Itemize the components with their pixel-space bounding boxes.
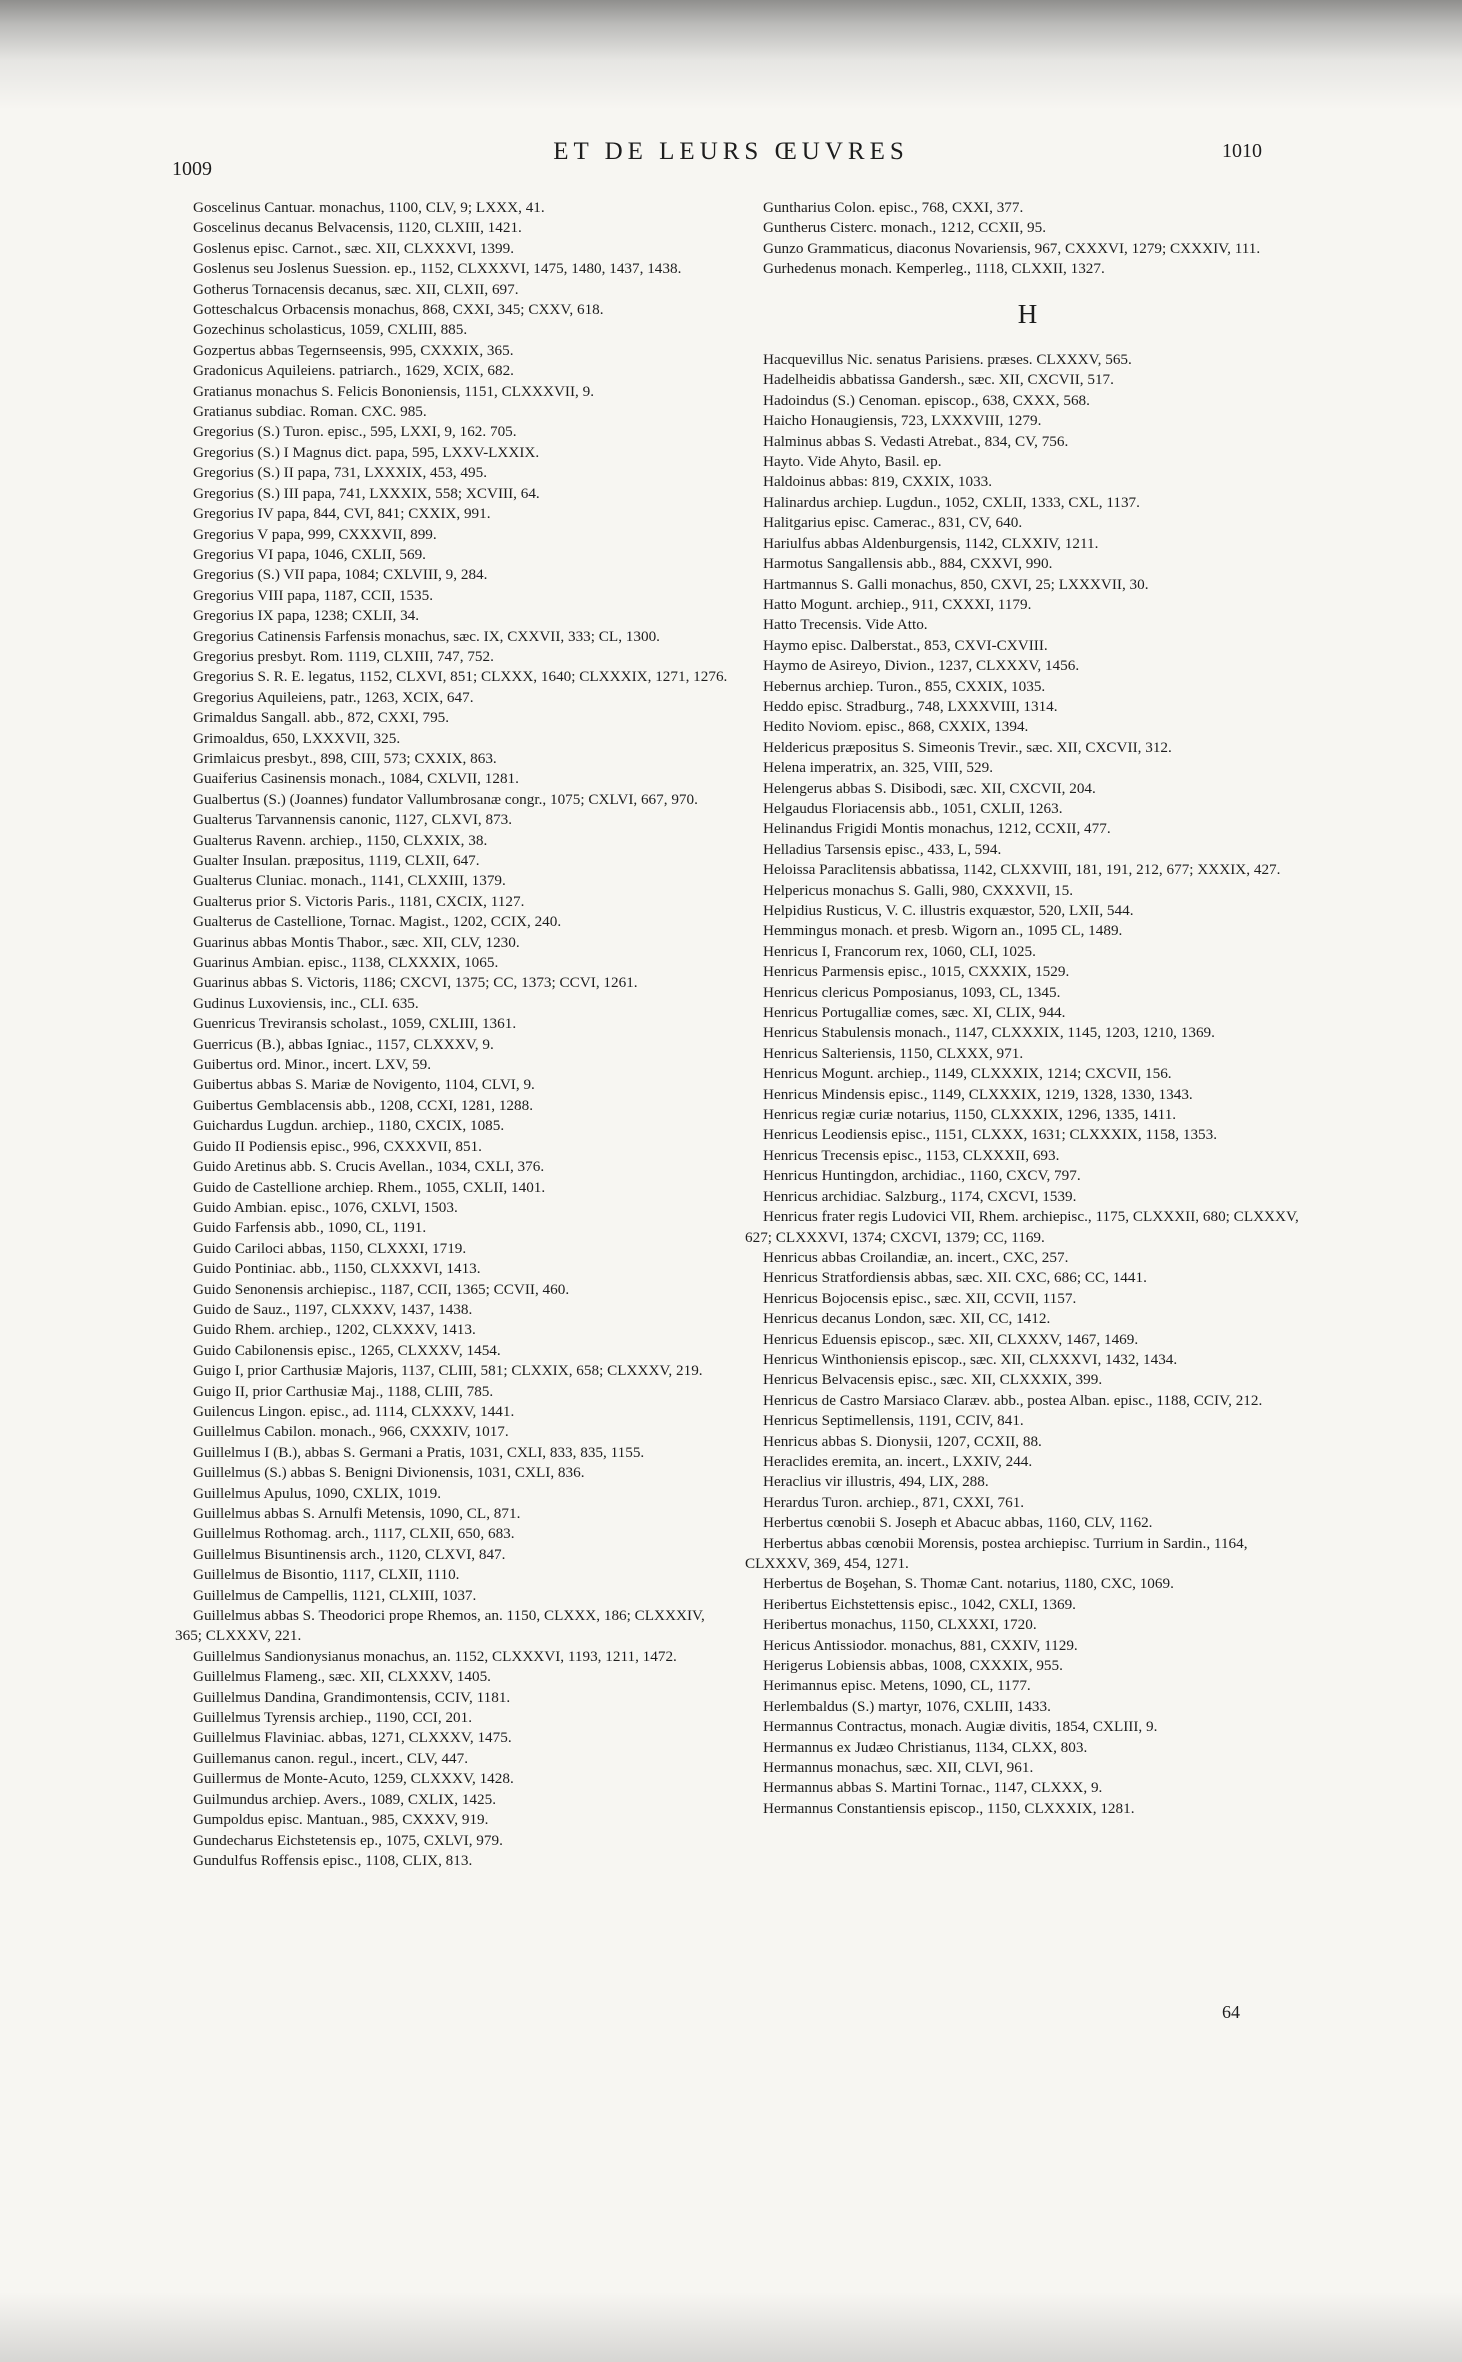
index-entry: Guigo II, prior Carthusiæ Maj., 1188, CLIII, 785. (193, 1382, 494, 1400)
index-entry: Guigo I, prior Carthusiæ Majoris, 1137, CLIII, 581; CLXXIX, 658; CLXXXV, 219. (193, 1362, 703, 1380)
index-entry: Gregorius (S.) III papa, 741, LXXXIX, 558; XCVIII, 64. (193, 484, 540, 502)
index-entry: Hermannus Contractus, monach. Augiæ divitis, 1854, CXLIII, 9. (763, 1718, 1158, 1736)
index-entry: Henricus Salteriensis, 1150, CLXXX, 971. (763, 1044, 1024, 1062)
index-entry: Gundecharus Eichstetensis ep., 1075, CXLVI, 979. (193, 1831, 503, 1849)
section-letter: H (1017, 298, 1038, 329)
index-entry: Gualbertus (S.) (Joannes) fundator Vallumbrosanæ congr., 1075; CXLVI, 667, 970. (193, 790, 698, 808)
index-entry: Haymo episc. Dalberstat., 853, CXVI-CXVIII. (763, 636, 1048, 654)
index-entry: Hatto Mogunt. archiep., 911, CXXXI, 1179. (763, 595, 1032, 613)
index-entry: Gundulfus Roffensis episc., 1108, CLIX, 813. (193, 1851, 473, 1869)
index-entry: Guillelmus I (B.), abbas S. Germani a Pratis, 1031, CXLI, 833, 835, 1155. (193, 1443, 645, 1461)
index-entry: Guido Cabilonensis episc., 1265, CLXXXV, 1454. (193, 1341, 501, 1359)
index-entry: Hebernus archiep. Turon., 855, CXXIX, 1035. (763, 677, 1046, 695)
index-entry: Henricus de Castro Marsiaco Claræv. abb., postea Alban. episc., 1188, CCIV, 212. (763, 1391, 1263, 1409)
index-entry: Guillelmus Flaviniac. abbas, 1271, CLXXXV, 1475. (193, 1729, 512, 1747)
index-entry: Gozechinus scholasticus, 1059, CXLIII, 885. (193, 321, 468, 339)
index-entry: Henricus Eduensis episcop., sæc. XII, CLXXXV, 1467, 1469. (763, 1330, 1139, 1348)
index-entry: Henricus clericus Pomposianus, 1093, CL, 1345. (763, 983, 1061, 1001)
index-entry: Herigerus Lobiensis abbas, 1008, CXXXIX, 955. (763, 1657, 1063, 1675)
page-number-left: 1009 (172, 158, 212, 180)
index-entry: Heddo episc. Stradburg., 748, LXXXVIII, 1314. (763, 697, 1058, 715)
index-entry: Henricus Winthoniensis episcop., sæc. XII, CLXXXVI, 1432, 1434. (763, 1350, 1178, 1368)
index-entry: Henricus abbas S. Dionysii, 1207, CCXII, 88. (763, 1432, 1042, 1450)
index-entry: Harmotus Sangallensis abb., 884, CXXVI, 990. (763, 555, 1053, 573)
index-entry: Gotteschalcus Orbacensis monachus, 868, CXXI, 345; CXXV, 618. (193, 301, 604, 319)
index-entry: Gualterus Tarvannensis canonic, 1127, CLXVI, 873. (193, 811, 513, 829)
scan-shadow-bottom (0, 2292, 1462, 2362)
index-entry: Hermannus ex Judæo Christianus, 1134, CLXX, 803. (763, 1738, 1088, 1756)
index-entry: Gualterus prior S. Victoris Paris., 1181, CXCIX, 1127. (193, 892, 525, 910)
index-entry: Guillelmus Dandina, Grandimontensis, CCIV, 1181. (193, 1688, 511, 1706)
index-entry: Goslenus episc. Carnot., sæc. XII, CLXXXVI, 1399. (193, 239, 515, 257)
index-entry: Gozpertus abbas Tegernseensis, 995, CXXXIX, 365. (193, 341, 514, 359)
index-entry: Herbertus cœnobii S. Joseph et Abacuc abbas, 1160, CLV, 1162. (763, 1514, 1153, 1532)
index-entry: Henricus Belvacensis episc., sæc. XII, CLXXXIX, 399. (763, 1371, 1103, 1389)
index-entry: Gregorius VIII papa, 1187, CCII, 1535. (193, 586, 434, 604)
index-entry: Helgaudus Floriacensis abb., 1051, CXLII, 1263. (763, 799, 1063, 817)
index-entry: Herlembaldus (S.) martyr, 1076, CXLIII, 1433. (763, 1697, 1051, 1715)
index-entry: Guido II Podiensis episc., 996, CXXXVII, 851. (193, 1137, 482, 1155)
index-entry: Guillelmus de Bisontio, 1117, CLXII, 1110. (193, 1566, 460, 1584)
index-entry: Guillermus de Monte-Acuto, 1259, CLXXXV, 1428. (193, 1770, 514, 1788)
index-entry: Heraclides eremita, an. incert., LXXIV, 244. (763, 1452, 1033, 1470)
index-entry: Hedito Noviom. episc., 868, CXXIX, 1394. (763, 718, 1029, 736)
index-entry: Guillelmus abbas S. Arnulfi Metensis, 1090, CL, 871. (193, 1505, 521, 1522)
index-entry: Helinandus Frigidi Montis monachus, 1212, CCXII, 477. (763, 820, 1111, 838)
index-entry: Gregorius presbyt. Rom. 1119, CLXIII, 747, 752. (193, 647, 494, 665)
index-entry: Henricus Trecensis episc., 1153, CLXXXII, 693. (763, 1146, 1060, 1164)
index-entry: Gregorius IX papa, 1238; CXLII, 34. (193, 607, 420, 625)
index-entry: Guerricus (B.), abbas Igniac., 1157, CLXXXV, 9. (193, 1035, 494, 1053)
index-entry: Hatto Trecensis. Vide Atto. (763, 616, 928, 634)
index-entry: Hemmingus monach. et presb. Wigorn an., 1095 CL, 1489. (763, 922, 1123, 940)
index-entry: Gregorius (S.) VII papa, 1084; CXLVIII, 9, 284. (193, 566, 488, 584)
index-entry: Guido Ambian. episc., 1076, CXLVI, 1503. (193, 1198, 458, 1216)
index-entry: Herardus Turon. archiep., 871, CXXI, 761. (763, 1493, 1025, 1511)
index-entry: Henricus frater regis Ludovici VII, Rhem. archiepisc., 1175, CLXXXII, 680; CLXXXV, 627; CLXXXVI, 1374; CXCVI, 1379; CC, 1169. (745, 1208, 1299, 1246)
index-entry: Heraclius vir illustris, 494, LIX, 288. (763, 1473, 989, 1491)
index-entry: Guillelmus Sandionysianus monachus, an. 1152, CLXXXVI, 1193, 1211, 1472. (193, 1647, 677, 1665)
index-entry: Hartmannus S. Galli monachus, 850, CXVI, 25; LXXXVII, 30. (763, 575, 1149, 593)
index-entry: Guido de Sauz., 1197, CLXXXV, 1437, 1438. (193, 1300, 473, 1318)
index-entry: Guillelmus abbas S. Theodorici prope Rhemos, an. 1150, CLXXX, 186; CLXXXIV, 365; CLXXXV, 221. (175, 1607, 705, 1645)
index-entry: Goscelinus Cantuar. monachus, 1100, CLV, 9; LXXX, 41. (193, 199, 545, 216)
index-entry: Gualterus de Castellione, Tornac. Magist., 1202, CCIX, 240. (193, 913, 562, 931)
index-entry: Gregorius Aquileiens, patr., 1263, XCIX, 647. (193, 688, 474, 706)
index-entry: Hadelheidis abbatissa Gandersh., sæc. XII, CXCVII, 517. (763, 371, 1114, 389)
index-entry: Hariulfus abbas Aldenburgensis, 1142, CLXXIV, 1211. (763, 534, 1099, 552)
index-entry: Guido Cariloci abbas, 1150, CLXXXI, 1719. (193, 1239, 467, 1257)
index-entry: Guido Rhem. archiep., 1202, CLXXXV, 1413. (193, 1321, 476, 1339)
index-entry: Guido de Castellione archiep. Rhem., 1055, CXLII, 1401. (193, 1178, 546, 1196)
index-entry: Guilmundus archiep. Avers., 1089, CXLIX, 1425. (193, 1790, 497, 1808)
index-entry: Helpidius Rusticus, V. C. illustris exquæstor, 520, LXII, 544. (763, 902, 1134, 919)
index-entry: Guillelmus Rothomag. arch., 1117, CLXII, 650, 683. (193, 1525, 515, 1543)
scan-shadow-top (0, 0, 1462, 110)
index-entry: Gurhedenus monach. Kemperleg., 1118, CLXXII, 1327. (763, 260, 1105, 278)
index-entry: Gregorius IV papa, 844, CVI, 841; CXXIX, 991. (193, 505, 491, 523)
index-entry: Gratianus subdiac. Roman. CXC. 985. (193, 403, 427, 421)
index-entry: Helladius Tarsensis episc., 433, L, 594. (763, 840, 1002, 858)
index-entry: Grimaldus Sangall. abb., 872, CXXI, 795. (193, 709, 450, 727)
index-entry: Henricus Huntingdon, archidiac., 1160, CXCV, 797. (763, 1167, 1081, 1185)
index-entry: Goslenus seu Joslenus Suession. ep., 1152, CLXXXVI, 1475, 1480, 1437, 1438. (193, 260, 682, 278)
index-entry: Guarinus Ambian. episc., 1138, CLXXXIX, 1065. (193, 954, 499, 972)
index-entry: Guillelmus (S.) abbas S. Benigni Divionensis, 1031, CXLI, 836. (193, 1464, 585, 1482)
index-entry: Halminus abbas S. Vedasti Atrebat., 834, CV, 756. (763, 432, 1069, 450)
index-entry: Henricus Portugalliæ comes, sæc. XI, CLIX, 944. (763, 1004, 1066, 1022)
index-entry: Gotherus Tornacensis decanus, sæc. XII, CLXII, 697. (193, 280, 519, 298)
index-entry: Gratianus monachus S. Felicis Bononiensis, 1151, CLXXXVII, 9. (193, 382, 595, 400)
index-entry: Gregorius V papa, 999, CXXXVII, 899. (193, 525, 437, 543)
index-entry: Grimoaldus, 650, LXXXVII, 325. (193, 729, 401, 747)
index-entry: Goscelinus decanus Belvacensis, 1120, CLXIII, 1421. (193, 219, 522, 237)
index-entry: Guibertus Gemblacensis abb., 1208, CCXI, 1281, 1288. (193, 1096, 533, 1114)
index-entry: Guenricus Treviransis scholast., 1059, CXLIII, 1361. (193, 1015, 517, 1033)
index-entry: Haymo de Asireyo, Divion., 1237, CLXXXV, 1456. (763, 657, 1080, 675)
index-entry: Henricus Stabulensis monach., 1147, CLXXXIX, 1145, 1203, 1210, 1369. (763, 1024, 1215, 1042)
index-entry: Gregorius Catinensis Farfensis monachus, sæc. IX, CXXVII, 333; CL, 1300. (193, 627, 660, 645)
index-entry: Henricus Mindensis episc., 1149, CLXXXIX, 1219, 1328, 1330, 1343. (763, 1085, 1193, 1103)
index-entry: Gregorius (S.) Turon. episc., 595, LXXI, 9, 162. 705. (193, 423, 517, 441)
index-entry: Guillelmus Tyrensis archiep., 1190, CCI, 201. (193, 1709, 473, 1727)
signature-mark: 64 (1222, 2002, 1240, 2022)
index-entry: Henricus Septimellensis, 1191, CCIV, 841. (763, 1412, 1024, 1430)
index-entry: Guillemanus canon. regul., incert., CLV, 447. (193, 1749, 469, 1767)
index-entry: Gudinus Luxoviensis, inc., CLI. 635. (193, 994, 419, 1012)
index-entry: Henricus regiæ curiæ notarius, 1150, CLXXXIX, 1296, 1335, 1411. (763, 1106, 1177, 1124)
index-entry: Henricus Leodiensis episc., 1151, CLXXX, 1631; CLXXXIX, 1158, 1353. (763, 1126, 1218, 1144)
index-entry: Gualterus Ravenn. archiep., 1150, CLXXIX, 38. (193, 831, 488, 849)
right-column-h-entries (745, 350, 1310, 1819)
index-entry: Gregorius (S.) II papa, 731, LXXXIX, 453, 495. (193, 464, 487, 482)
index-entry: Heribertus monachus, 1150, CLXXXI, 1720. (763, 1616, 1037, 1634)
index-entry: Halinardus archiep. Lugdun., 1052, CXLII, 1333, CXL, 1137. (763, 493, 1140, 511)
index-entry: Guido Senonensis archiepisc., 1187, CCII, 1365; CCVII, 460. (193, 1280, 570, 1298)
index-entry: Herbertus de Boşehan, S. Thomæ Cant. notarius, 1180, CXC, 1069. (763, 1575, 1174, 1593)
index-entry: Guillelmus Bisuntinensis arch., 1120, CLXVI, 847. (193, 1545, 506, 1563)
index-entry: Henricus Stratfordiensis abbas, sæc. XII. CXC, 686; CC, 1441. (763, 1269, 1147, 1287)
index-entry: Henricus abbas Croilandiæ, an. incert., CXC, 257. (763, 1248, 1069, 1266)
index-entry: Hermannus monachus, sæc. XII, CLVI, 961. (763, 1759, 1034, 1777)
index-entry: Guido Aretinus abb. S. Crucis Avellan., 1034, CXLI, 376. (193, 1158, 545, 1176)
index-entry: Henricus Bojocensis episc., sæc. XII, CCVII, 1157. (763, 1289, 1077, 1307)
index-entry: Guido Farfensis abb., 1090, CL, 1191. (193, 1219, 427, 1237)
index-entry: Haicho Honaugiensis, 723, LXXXVIII, 1279. (763, 412, 1042, 430)
index-entry: Helena imperatrix, an. 325, VIII, 529. (763, 759, 993, 777)
index-entry: Heloissa Paraclitensis abbatissa, 1142, CLXXVIII, 181, 191, 212, 677; XXXIX, 427. (763, 861, 1281, 879)
index-entry: Hermannus Constantiensis episcop., 1150, CLXXXIX, 1281. (763, 1799, 1135, 1817)
index-entry: Henricus decanus London, sæc. XII, CC, 1412. (763, 1310, 1051, 1328)
index-entry: Haldoinus abbas: 819, CXXIX, 1033. (763, 473, 993, 491)
index-entry: Guillelmus Apulus, 1090, CXLIX, 1019. (193, 1484, 442, 1502)
index-entry: Guarinus abbas S. Victoris, 1186; CXCVI, 1375; CC, 1373; CCVI, 1261. (193, 974, 638, 992)
index-entry: Gregorius S. R. E. legatus, 1152, CLXVI, 851; CLXXX, 1640; CLXXXIX, 1271, 1276. (193, 668, 728, 686)
index-entry: Henricus Mogunt. archiep., 1149, CLXXXIX, 1214; CXCVII, 156. (763, 1065, 1172, 1083)
index-entry: Guido Pontiniac. abb., 1150, CLXXXVI, 1413. (193, 1260, 481, 1278)
index-entry: Gregorius (S.) I Magnus dict. papa, 595, LXXV-LXXIX. (193, 443, 540, 461)
index-entry: Halitgarius episc. Camerac., 831, CV, 640. (763, 514, 1023, 532)
index-entry: Guaiferius Casinensis monach., 1084, CXLVII, 1281. (193, 770, 519, 788)
index-entry: Hadoindus (S.) Cenoman. episcop., 638, CXXX, 568. (763, 391, 1090, 409)
index-entry: Henricus archidiac. Salzburg., 1174, CXCVI, 1539. (763, 1187, 1077, 1205)
index-entry: Heribertus Eichstettensis episc., 1042, CXLI, 1369. (763, 1595, 1076, 1613)
index-entry: Hericus Antissiodor. monachus, 881, CXXIV, 1129. (763, 1636, 1078, 1654)
index-entry: Hermannus abbas S. Martini Tornac., 1147, CLXXX, 9. (763, 1779, 1103, 1797)
index-entry: Heldericus præpositus S. Simeonis Trevir., sæc. XII, CXCVII, 312. (763, 738, 1172, 756)
index-entry: Guibertus ord. Minor., incert. LXV, 59. (193, 1056, 432, 1074)
index-entry: Herbertus abbas cœnobii Morensis, postea archiepisc. Turrium in Sardin., 1164, CLXXXV, 369, 454, 1271. (745, 1534, 1248, 1572)
index-entry: Hayto. Vide Ahyto, Basil. ep. (763, 453, 942, 471)
index-entry: Gregorius VI papa, 1046, CXLII, 569. (193, 545, 426, 563)
index-entry: Guibertus abbas S. Mariæ de Novigento, 1104, CLVI, 9. (193, 1076, 535, 1094)
index-entry: Helengerus abbas S. Disibodi, sæc. XII, CXCVII, 204. (763, 779, 1096, 797)
index-entry: Helpericus monachus S. Galli, 980, CXXXVII, 15. (763, 881, 1074, 899)
page-number-right: 1010 (1222, 140, 1262, 162)
index-entry: Henricus Parmensis episc., 1015, CXXXIX, 1529. (763, 963, 1070, 981)
index-entry: Grimlaicus presbyt., 898, CIII, 573; CXXIX, 863. (193, 749, 497, 767)
index-entry: Guillelmus de Campellis, 1121, CLXIII, 1037. (193, 1586, 477, 1604)
index-entry: Herimannus episc. Metens, 1090, CL, 1177. (763, 1677, 1031, 1695)
index-entry: Guillelmus Flameng., sæc. XII, CLXXXV, 1405. (193, 1668, 491, 1686)
index-entry: Gualterus Cluniac. monach., 1141, CLXXIII, 1379. (193, 872, 506, 890)
left-column (175, 198, 735, 1871)
index-entry: Gualter Insulan. præpositus, 1119, CLXII, 647. (193, 852, 480, 869)
index-entry: Gumpoldus episc. Mantuan., 985, CXXXV, 919. (193, 1811, 489, 1829)
right-column-g-entries (745, 198, 1310, 280)
index-entry: Guntharius Colon. episc., 768, CXXI, 377. (763, 199, 1024, 216)
running-head: ET DE LEURS ŒUVRES (553, 138, 909, 165)
index-entry: Guichardus Lugdun. archiep., 1180, CXCIX, 1085. (193, 1117, 505, 1135)
right-column (745, 198, 1310, 1819)
index-entry: Hacquevillus Nic. senatus Parisiens. præses. CLXXXV, 565. (763, 351, 1132, 369)
index-entry: Guarinus abbas Montis Thabor., sæc. XII, CLV, 1230. (193, 933, 520, 951)
index-entry: Guilencus Lingon. episc., ad. 1114, CLXXXV, 1441. (193, 1402, 515, 1420)
index-entry: Guntherus Cisterc. monach., 1212, CCXII, 95. (763, 219, 1047, 237)
index-entry: Gradonicus Aquileiens. patriarch., 1629, XCIX, 682. (193, 362, 514, 380)
index-entry: Gunzo Grammaticus, diaconus Novariensis, 967, CXXXVI, 1279; CXXXIV, 111. (763, 239, 1261, 257)
index-entry: Guillelmus Cabilon. monach., 966, CXXXIV, 1017. (193, 1423, 509, 1441)
index-entry: Henricus I, Francorum rex, 1060, CLI, 1025. (763, 942, 1036, 960)
